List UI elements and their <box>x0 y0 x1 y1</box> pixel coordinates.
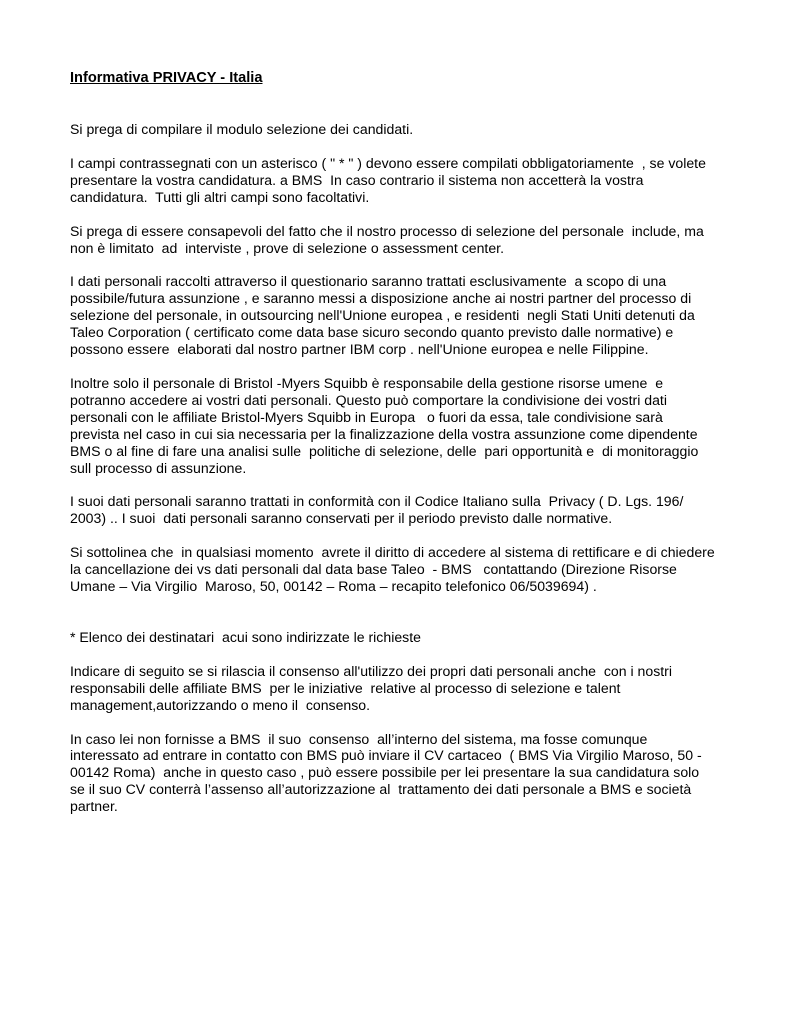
paragraph-line: non è limitato ad interviste , prove di selezione o assessment center. <box>70 239 505 256</box>
document-title: Informativa PRIVACY - Italia <box>70 70 263 86</box>
paragraph-line: I dati personali raccolti attraverso il questionario saranno trattati esclusivamente a scopo di una <box>70 273 667 290</box>
paragraph-line: management,autorizzando o meno il consenso. <box>70 696 371 713</box>
paragraph-line: interessato ad entrare in contatto con BMS può inviare il CV cartaceo ( BMS Via Virgilio Maroso, 50 - <box>70 747 702 764</box>
paragraph <box>70 121 730 138</box>
paragraph <box>70 629 730 646</box>
paragraph-line: sull processo di assunzione. <box>70 459 247 476</box>
paragraph-line: possono essere elaborati dal nostro partner IBM corp . nell'Unione europea e nelle Filippine. <box>70 341 649 358</box>
paragraph-line: Indicare di seguito se si rilascia il consenso all'utilizzo dei propri dati personali anche con i nostri <box>70 662 672 679</box>
paragraph-line: presentare la vostra candidatura. a BMS In caso contrario il sistema non accetterà la vostra <box>70 171 644 188</box>
paragraph-line: candidatura. Tutti gli altri campi sono facoltativi. <box>70 188 370 205</box>
paragraph-line: 00142 Roma) anche in questo caso , può essere possibile per lei presentare la sua candidatura solo <box>70 764 700 781</box>
paragraph-line: Si sottolinea che in qualsiasi momento avrete il diritto di accedere al sistema di rettificare e di chiedere <box>70 544 715 561</box>
paragraph-line: se il suo CV conterrà l’assenso all’autorizzazione al trattamento dei dati personale a BMS e società <box>70 781 692 798</box>
paragraph <box>70 663 730 714</box>
paragraph-line: selezione del personale, in outsourcing nell'Unione europea , e residenti negli Stati Uniti detenuti da <box>70 307 695 324</box>
paragraph-line: In caso lei non fornisse a BMS il suo consenso all’interno del sistema, ma fosse comunque <box>70 730 648 747</box>
paragraph-line: * Elenco dei destinatari acui sono indirizzate le richieste <box>70 628 421 645</box>
paragraph-line: personali con le affiliate Bristol-Myers Squibb in Europa o fuori da essa, tale condivisione sarà <box>70 408 663 425</box>
paragraph <box>70 273 730 358</box>
paragraph-line: I suoi dati personali saranno trattati in conformità con il Codice Italiano sulla Privacy ( D. Lgs. 196/ <box>70 493 684 510</box>
paragraph <box>70 155 730 206</box>
paragraph-line: possibile/futura assunzione , e saranno messi a disposizione anche ai nostri partner del processo di <box>70 290 692 307</box>
paragraph <box>70 223 730 257</box>
paragraph-line: Taleo Corporation ( certificato come data base sicuro secondo quanto previsto dalle normative) e <box>70 324 674 341</box>
paragraph-line: BMS o al fine di fare una analisi sulle politiche di selezione, delle pari opportunità e di monitoraggio <box>70 442 699 459</box>
paragraph-line: 2003) .. I suoi dati personali saranno conservati per il periodo previsto dalle normative. <box>70 510 613 527</box>
paragraph-line: potranno accedere ai vostri dati personali. Questo può comportare la condivisione dei vostri dati <box>70 391 667 408</box>
document-page <box>70 68 730 832</box>
paragraph <box>70 375 730 476</box>
paragraph-line: I campi contrassegnati con un asterisco ( " * " ) devono essere compilati obbligatoriamente , se volete <box>70 154 706 171</box>
paragraph-line: Umane – Via Virgilio Maroso, 50, 00142 – Roma – recapito telefonico 06/5039694) . <box>70 578 597 595</box>
paragraph <box>70 544 730 595</box>
paragraph-line: Si prega di essere consapevoli del fatto che il nostro processo di selezione del personale include, ma <box>70 222 704 239</box>
paragraph <box>70 731 730 816</box>
paragraph <box>70 493 730 527</box>
paragraph-line: Si prega di compilare il modulo selezione dei candidati. <box>70 121 414 137</box>
paragraph-line: la cancellazione dei vs dati personali dal data base Taleo - BMS contattando (Direzione Risorse <box>70 561 677 578</box>
paragraph-line: prevista nel caso in cui sia necessaria per la finalizzazione della vostra assunzione come dipendente <box>70 425 698 442</box>
document-body <box>70 121 730 815</box>
paragraph-line: Inoltre solo il personale di Bristol -Myers Squibb è responsabile della gestione risorse umene e <box>70 374 664 391</box>
paragraph-line: responsabili delle affiliate BMS per le iniziative relative al processo di selezione e talent <box>70 679 621 696</box>
paragraph-line: partner. <box>70 798 118 815</box>
